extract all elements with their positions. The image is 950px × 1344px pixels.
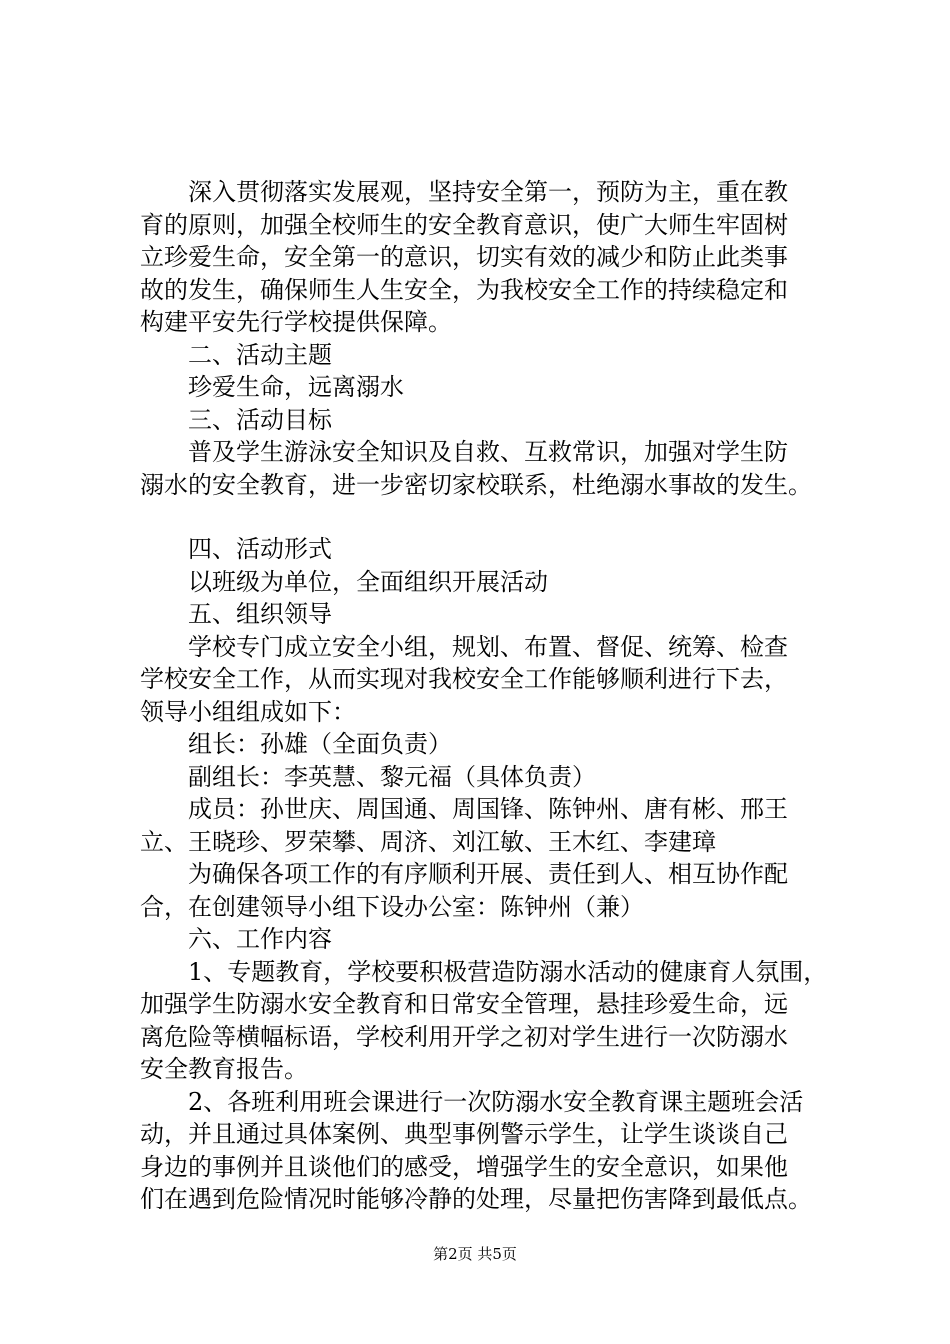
text-line: 领导小组组成如下： <box>140 697 356 726</box>
text-line: 育的原则，加强全校师生的安全教育意识，使广大师生牢固树 <box>140 210 788 239</box>
text-line: 2、各班利用班会课进行一次防溺水安全教育课主题班会活 <box>188 1087 804 1116</box>
section-heading: 六、工作内容 <box>188 925 332 953</box>
text-line: 为确保各项工作的有序顺利开展、责任到人、相互协作配 <box>188 860 788 888</box>
text-line: 们在遇到危险情况时能够冷静的处理，尽量把伤害降到最低点。 <box>140 1185 812 1213</box>
text-line: 1、专题教育，学校要积极营造防溺水活动的健康育人氛围， <box>188 957 828 986</box>
text-line: 珍爱生命，远离溺水 <box>188 373 404 401</box>
text-line: 身边的事例并且谈他们的感受，增强学生的安全意识，如果他 <box>140 1152 788 1181</box>
text-line: 副组长：李英慧、黎元福（具体负责） <box>188 762 596 791</box>
text-line: 构建平安先行学校提供保障。 <box>140 308 452 336</box>
text-line: 普及学生游泳安全知识及自救、互救常识，加强对学生防 <box>188 438 788 466</box>
text-line: 组长：孙雄（全面负责） <box>188 730 452 758</box>
text-line: 离危险等横幅标语，学校利用开学之初对学生进行一次防溺水 <box>140 1022 788 1051</box>
text-line: 以班级为单位，全面组织开展活动 <box>188 567 548 596</box>
section-heading: 三、活动目标 <box>188 405 332 434</box>
text-line: 合，在创建领导小组下设办公室：陈钟州（兼） <box>140 892 644 921</box>
page-number: 第2页 共5页 <box>433 1245 517 1263</box>
text-line: 动，并且通过具体案例、典型事例警示学生，让学生谈谈自己 <box>140 1120 788 1148</box>
page-footer <box>0 1244 950 1264</box>
document-body <box>140 176 840 1216</box>
section-heading: 五、组织领导 <box>188 600 332 628</box>
section-heading: 四、活动形式 <box>188 535 332 563</box>
text-line: 故的发生，确保师生人生安全，为我校安全工作的持续稳定和 <box>140 275 788 304</box>
section-heading: 二、活动主题 <box>188 340 332 369</box>
text-line: 加强学生防溺水安全教育和日常安全管理，悬挂珍爱生命，远 <box>140 990 788 1018</box>
text-line: 学校专门成立安全小组，规划、布置、督促、统筹、检查 <box>188 632 788 661</box>
text-line: 深入贯彻落实发展观，坚持安全第一，预防为主，重在教 <box>188 178 788 206</box>
text-line: 溺水的安全教育，进一步密切家校联系，杜绝溺水事故的发生。 <box>140 470 812 499</box>
text-line: 安全教育报告。 <box>140 1055 308 1083</box>
text-line: 立珍爱生命，安全第一的意识，切实有效的减少和防止此类事 <box>140 243 788 271</box>
paragraph-gap <box>140 501 840 533</box>
text-line: 学校安全工作，从而实现对我校安全工作能够顺利进行下去， <box>140 665 788 693</box>
text-line: 成员：孙世庆、周国通、周国锋、陈钟州、唐有彬、邢王 <box>188 795 788 823</box>
text-line: 立、王晓珍、罗荣攀、周济、刘江敏、王木红、李建璋 <box>140 827 716 856</box>
